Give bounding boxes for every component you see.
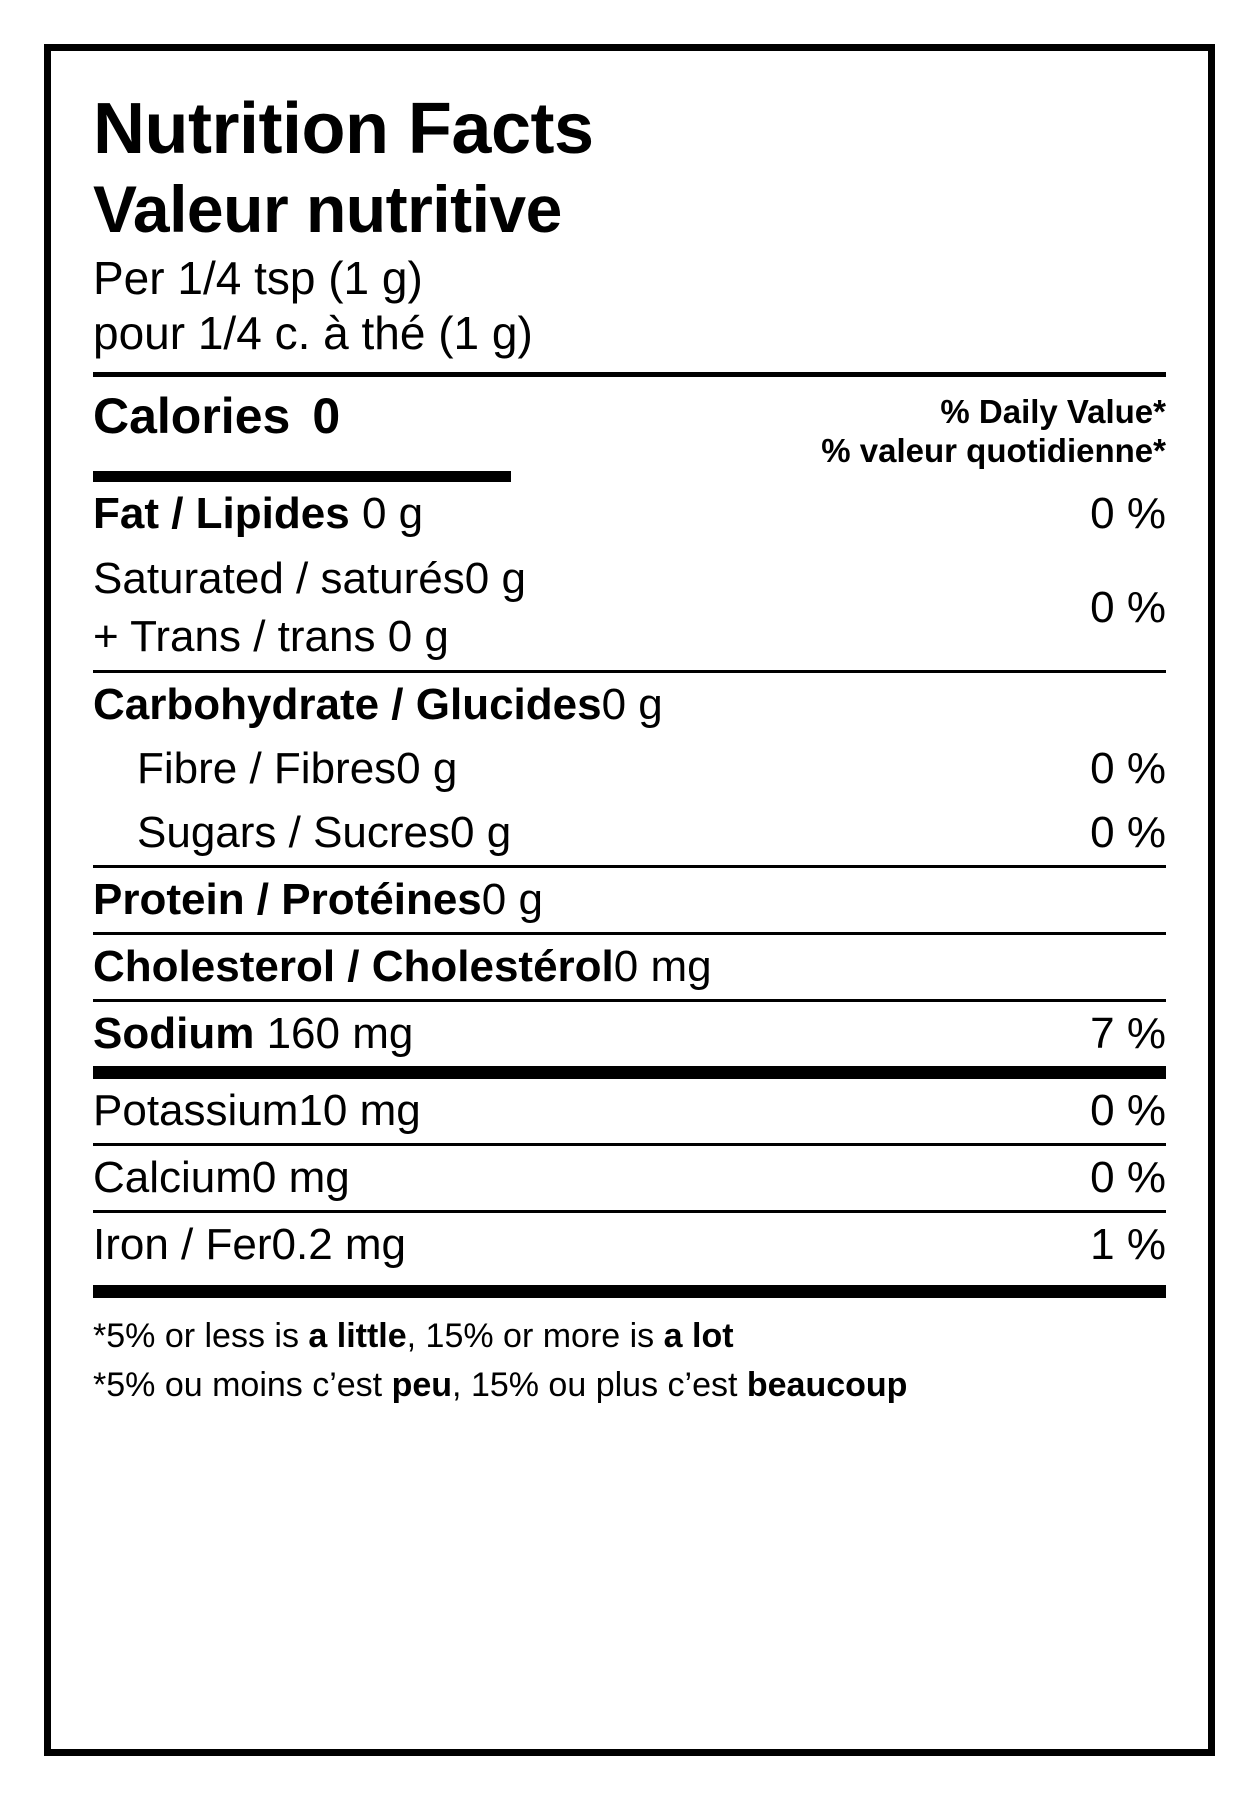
fibre-amount: 0 g [396, 743, 458, 793]
fat-amount: 0 g [361, 488, 424, 538]
daily-value-english: % Daily Value* [940, 393, 1166, 431]
sodium-amount: 160 mg [266, 1008, 414, 1058]
sugars-label: Sugars / Sucres [137, 807, 451, 857]
footnote-en-part1: *5% or less is [93, 1316, 309, 1355]
iron-label: Iron / Fer [93, 1219, 272, 1269]
footnote-en-bold1: a little [308, 1316, 407, 1355]
nutrition-facts-content [93, 81, 1166, 1729]
sugars-name-amount [93, 808, 511, 858]
calories-left [93, 387, 340, 445]
calcium-dv: 0 % [1090, 1152, 1166, 1202]
footnotes [93, 1298, 1166, 1411]
sodium-label: Sodium [93, 1008, 255, 1058]
carbohydrate-label: Carbohydrate / Glucides [93, 679, 602, 729]
protein-name-amount [93, 875, 543, 925]
fat-dv: 0 % [1090, 488, 1166, 538]
calories-value: 0 [312, 388, 341, 445]
calcium-name-amount [93, 1153, 350, 1203]
table-row-calcium [93, 1146, 1166, 1210]
protein-amount: 0 g [481, 874, 543, 924]
daily-value-french: % valeur quotidienne* [821, 432, 1166, 470]
page-title-french: Valeur nutritive [93, 172, 562, 246]
table-row-protein [93, 868, 1166, 932]
daily-value-header [821, 387, 1166, 471]
trans-label: + Trans / trans [93, 611, 376, 661]
table-row-saturated-trans [93, 546, 1166, 670]
iron-name-amount [93, 1220, 406, 1270]
table-row-fat [93, 482, 1166, 546]
calories-row [93, 377, 1166, 471]
cholesterol-amount: 0 mg [613, 941, 712, 991]
calcium-label: Calcium [93, 1152, 252, 1202]
divider-under-calories [93, 471, 511, 482]
divider-after-sodium [93, 1066, 1166, 1079]
potassium-label: Potassium [93, 1085, 299, 1135]
table-row-carbohydrate [93, 673, 1166, 737]
sugars-dv: 0 % [1090, 807, 1166, 857]
potassium-dv: 0 % [1090, 1085, 1166, 1135]
table-row-potassium [93, 1079, 1166, 1143]
saturated-amount: 0 g [464, 553, 526, 603]
calcium-amount: 0 mg [251, 1152, 350, 1202]
cholesterol-label: Cholesterol / Cholestérol [93, 941, 614, 991]
cholesterol-name-amount [93, 942, 712, 992]
footnote-fr-part1: *5% ou moins c’est [93, 1366, 392, 1405]
fibre-name-amount [93, 744, 457, 794]
nutrition-facts-panel [44, 44, 1215, 1756]
saturated-dv: 0 % [1090, 582, 1166, 632]
carbohydrate-name-amount [93, 680, 663, 730]
fat-name-amount [93, 489, 423, 539]
potassium-name-amount [93, 1086, 421, 1136]
footnote-french [93, 1361, 1166, 1410]
fibre-label: Fibre / Fibres [137, 743, 397, 793]
trans-amount: 0 g [387, 611, 449, 661]
trans-line [93, 608, 526, 666]
sugars-amount: 0 g [450, 807, 512, 857]
saturated-label: Saturated / saturés [93, 553, 465, 603]
sodium-dv: 7 % [1090, 1008, 1166, 1058]
table-row-cholesterol [93, 935, 1166, 999]
iron-amount: 0.2 mg [271, 1219, 407, 1269]
potassium-amount: 10 mg [298, 1085, 421, 1135]
calories-label: Calories [93, 388, 291, 445]
iron-dv: 1 % [1090, 1219, 1166, 1269]
saturated-line [93, 550, 526, 608]
footnote-fr-bold1: peu [391, 1366, 453, 1405]
fat-label: Fat / Lipides [93, 488, 350, 538]
footnote-en-bold2: a lot [663, 1316, 734, 1355]
footnote-english [93, 1312, 1166, 1361]
saturated-trans-lines [93, 550, 526, 666]
table-row-fibre [93, 737, 1166, 801]
table-row-iron [93, 1213, 1166, 1277]
footnote-en-part2: , 15% or more is [406, 1316, 664, 1355]
fibre-dv: 0 % [1090, 743, 1166, 793]
table-row-sugars [93, 801, 1166, 865]
divider-before-footnotes [93, 1285, 1166, 1298]
page-title: Nutrition Facts [93, 89, 594, 169]
footnote-fr-part2: , 15% ou plus c’est [452, 1366, 747, 1405]
serving-size-french: pour 1/4 c. à thé (1 g) [93, 307, 533, 360]
carbohydrate-amount: 0 g [601, 679, 663, 729]
table-row-sodium [93, 1002, 1166, 1066]
sodium-name-amount [93, 1009, 413, 1059]
protein-label: Protein / Protéines [93, 874, 482, 924]
serving-size-english: Per 1/4 tsp (1 g) [93, 252, 423, 305]
footnote-fr-bold2: beaucoup [746, 1366, 908, 1405]
